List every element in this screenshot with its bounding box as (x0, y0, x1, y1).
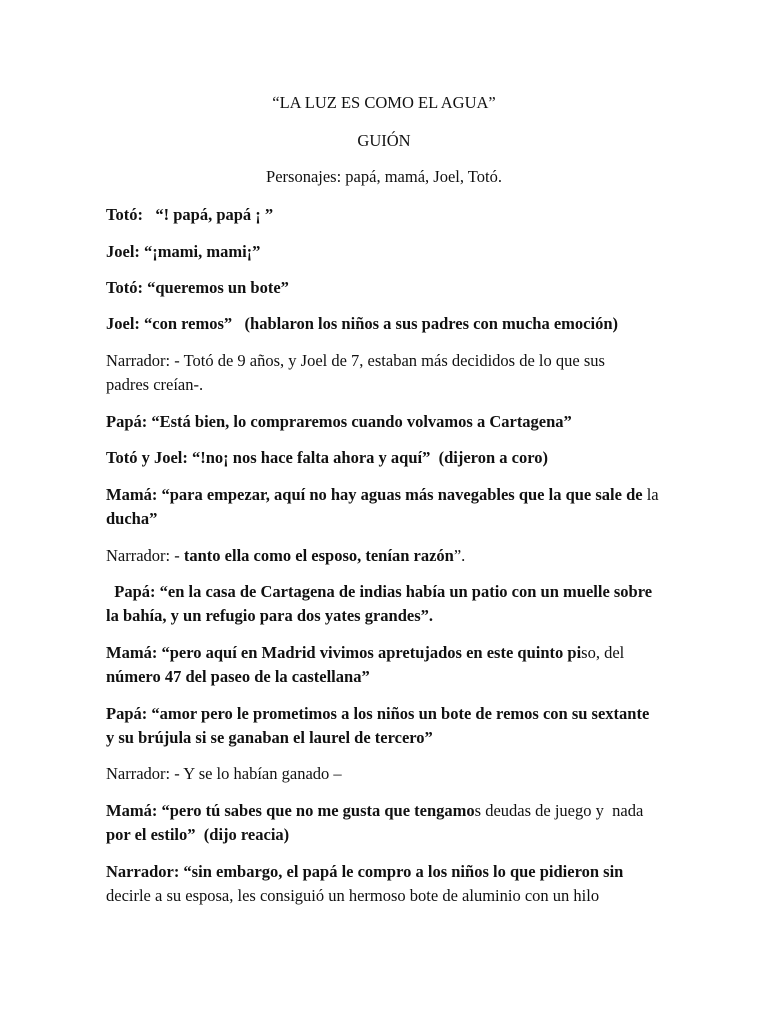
line-text: decirle a su esposa, les consiguió un hermoso bote de aluminio con un hilo (106, 886, 600, 905)
script-line (106, 276, 666, 300)
script-line (106, 726, 666, 750)
line-text-tail: la (642, 485, 659, 504)
line-text: y su brújula si se ganaban el laurel de tercero” (106, 728, 433, 747)
script-line (106, 446, 666, 470)
script-line (106, 884, 666, 908)
document-subtitle: GUIÓN (357, 131, 411, 150)
script-line (106, 349, 666, 373)
script-line (106, 507, 666, 531)
line-text: Mamá: “pero aquí en Madrid vivimos apretujados en este quinto pi (106, 643, 582, 662)
script-line (106, 665, 666, 689)
line-text: Narrador: - Totó de 9 años, y Joel de 7, estaban más decididos de lo que sus (106, 351, 605, 370)
line-text: por el estilo” (dijo reacia) (106, 825, 290, 844)
line-text: Joel: “con remos” (hablaron los niños a sus padres con mucha emoción) (106, 314, 618, 333)
line-text: padres creían-. (106, 375, 204, 394)
document-title: “LA LUZ ES COMO EL AGUA” (272, 93, 496, 112)
line-text: Totó: “queremos un bote” (106, 278, 289, 297)
script-line (106, 580, 666, 604)
script-line (106, 762, 666, 786)
script-line (106, 312, 666, 336)
line-speaker: Joel: “¡mami, mami¡” (106, 242, 261, 261)
characters-line: Personajes: papá, mamá, Joel, Totó. (266, 167, 502, 186)
script-line (106, 860, 666, 884)
line-text: Narrador: - Y se lo habían ganado – (106, 764, 342, 783)
line-speaker: Narrador: - (106, 546, 184, 565)
line-text: Papá: “amor pero le prometimos a los niños un bote de remos con su sextante (106, 704, 650, 723)
line-text: la bahía, y un refugio para dos yates grandes”. (106, 606, 433, 625)
line-text-tail: so, del (581, 643, 625, 662)
line-text: número 47 del paseo de la castellana” (106, 667, 370, 686)
line-text: Mamá: “pero tú sabes que no me gusta que tengamo (106, 801, 475, 820)
script-line (106, 544, 666, 568)
script-line (106, 702, 666, 726)
script-line (106, 240, 666, 264)
script-line (106, 203, 666, 227)
line-text: Mamá: “para empezar, aquí no hay aguas más navegables que la que sale de (106, 485, 643, 504)
line-text: Papá: “en la casa de Cartagena de indias había un patio con un muelle sobre (106, 582, 653, 601)
script-line (106, 483, 666, 507)
line-text: ducha” (106, 509, 158, 528)
script-line (106, 410, 666, 434)
script-line (106, 799, 666, 823)
line-text: Narrador: “sin embargo, el papá le compro a los niños lo que pidieron sin (106, 862, 624, 881)
line-text: Papá: “Está bien, lo compraremos cuando volvamos a Cartagena” (106, 412, 572, 431)
script-line (106, 604, 666, 628)
line-text: Totó y Joel: “!no¡ nos hace falta ahora y aquí” (dijeron a coro) (106, 448, 548, 467)
script-line (106, 641, 666, 665)
line-text: Totó: “! papá, papá ¡ ” (106, 205, 274, 224)
line-text-tail: s deudas de juego y nada (474, 801, 644, 820)
script-line (106, 373, 666, 397)
script-line (106, 823, 666, 847)
line-text: tanto ella como el esposo, tenían razón (183, 546, 454, 565)
line-text-tail: ”. (453, 546, 466, 565)
